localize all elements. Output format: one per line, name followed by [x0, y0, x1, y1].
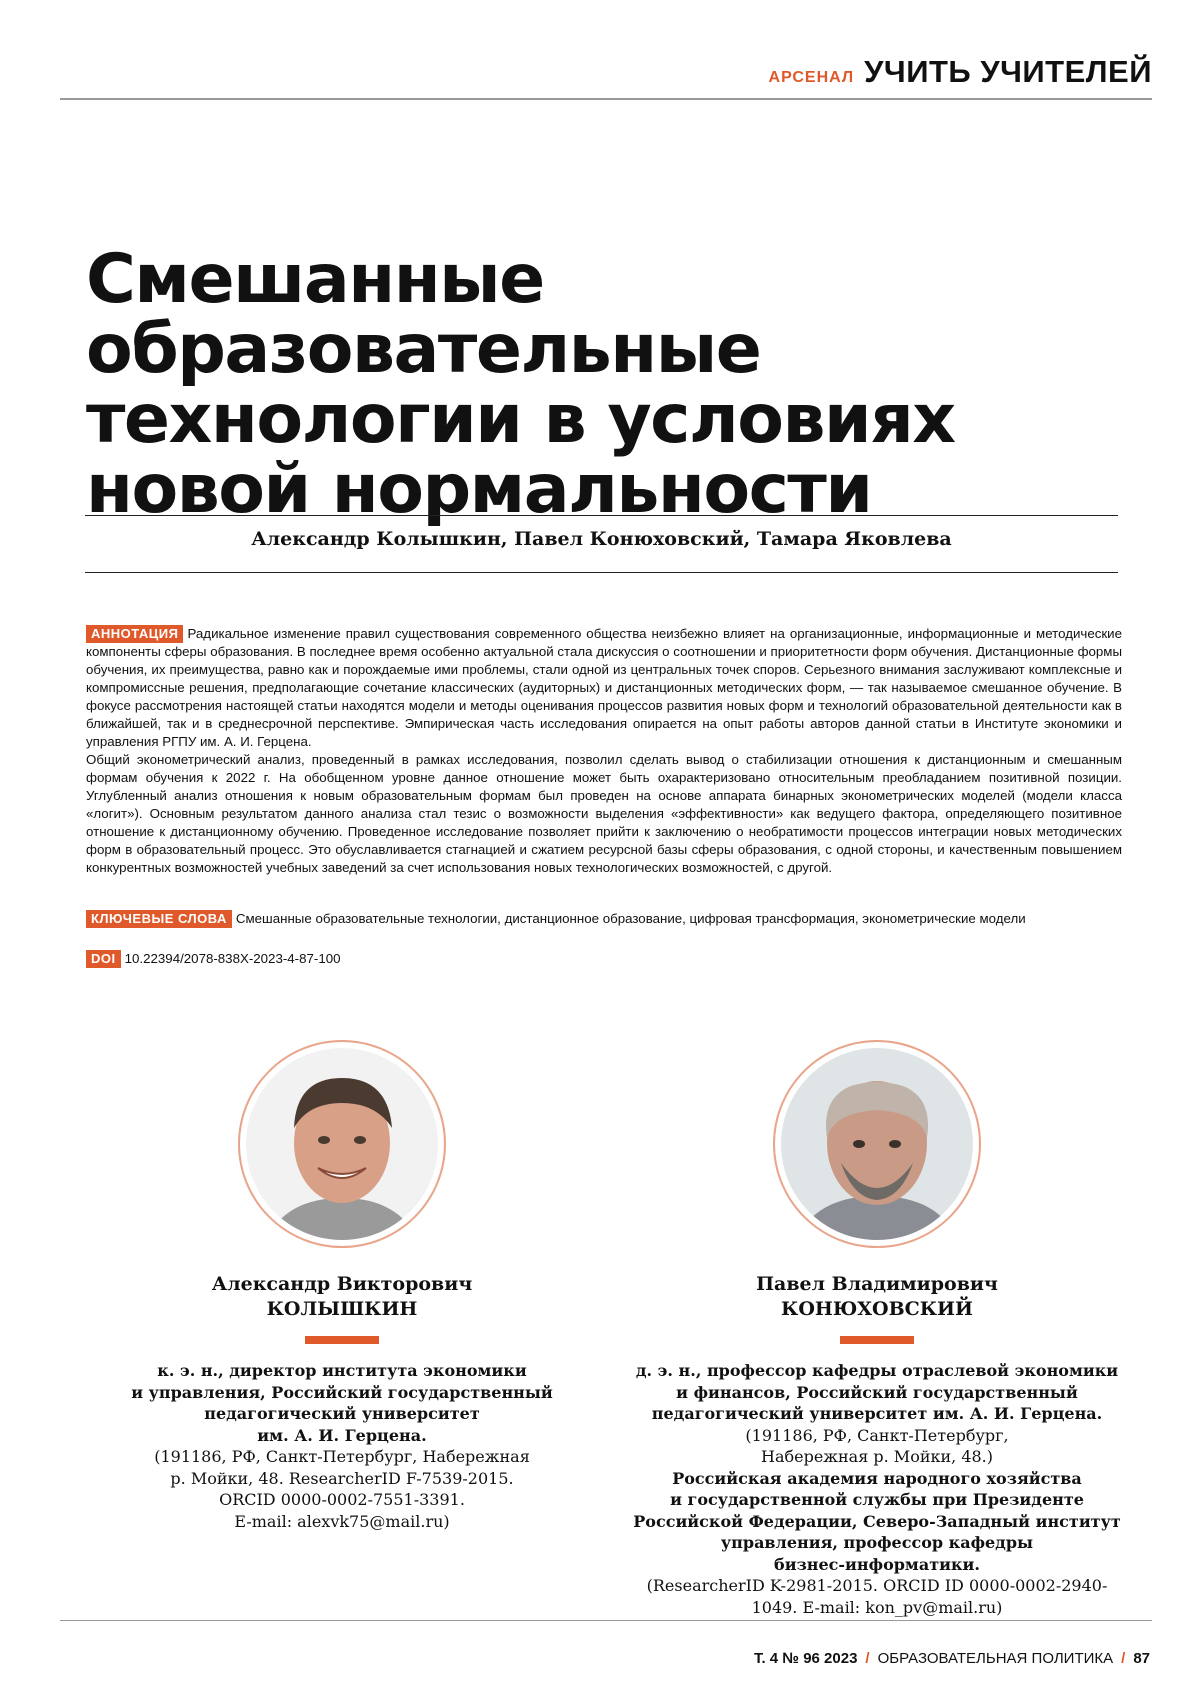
keywords-text: Смешанные образовательные технологии, дистанционное образование, цифровая трансформация, эконометрические модели: [235, 911, 1026, 926]
divider-top: [85, 515, 1118, 516]
running-header: [60, 50, 1152, 100]
portrait-image-icon: [781, 1048, 973, 1240]
author-email-2[interactable]: 1049. E-mail: kon_pv@mail.ru): [751, 1597, 1003, 1617]
footer-divider: [60, 1620, 1152, 1621]
rubric-title: УЧИТЬ УЧИТЕЛЕЙ: [864, 54, 1152, 89]
issue-info: Т. 4 № 96 2023: [753, 1650, 858, 1667]
slash-icon: /: [1121, 1650, 1126, 1667]
author-photo-frame: [773, 1040, 981, 1248]
abstract-paragraph-2: Общий эконометрический анализ, проведенный в рамках исследования, позволил сделать вывод о стабилизации отношения к дистанционным и смешанным формам обучения к 2022 г. На обобщенном уровне данное отношение может быть охарактеризовано относительным преобладанием позитивной позиции. Углубленный анализ отношения к новым образовательным формам был проведен на основе аппарата бинарных эконометрических моделей (модели класса «логит»). Основным результатом данного анализа стал тезис о возможности выделения «эффективности» как ведущего фактора, определяющего позитивное отношение к дистанционному обучению. Проведенное исследование позволяет прийти к заключению о необратимости процессов интеграции новых методических форм в образовательный процесс. Это обуславливается стагнацией и сжатием ресурсной базы сферы образования, с одной стороны, и качественным повышением конкурентных возможностей учебных заведений за счет использования новых технологических возможностей, с другой.: [86, 752, 1122, 875]
doi-label: DOI: [86, 950, 121, 968]
author-name-2: Павел Владимирович КОНЮХОВСКИЙ: [756, 1273, 998, 1320]
accent-bar: [305, 1336, 379, 1344]
author-name-1: Александр Викторович КОЛЫШКИН: [211, 1273, 473, 1320]
portrait-image-icon: [246, 1048, 438, 1240]
page-footer: [754, 1650, 1150, 1667]
author-info-1: к. э. н., директор института экономики и управления, Российский государственный педагогический университет им. А. И. Герцена. (191186, РФ, Санкт-Петербург, Набережная р. Мойки, 48. ResearcherID F-7539-2015. ORCID 0000-0002-7551-3391. E-mail: alexvk75@mail.ru): [112, 1360, 572, 1532]
section-tag: АРСЕНАЛ: [768, 69, 855, 86]
divider-bottom: [85, 572, 1118, 573]
abstract-label: АННОТАЦИЯ: [86, 625, 183, 643]
authors-line: Александр Колышкин, Павел Конюховский, Тамара Яковлева: [251, 528, 952, 550]
page-number: 87: [1133, 1650, 1150, 1667]
author-photo-frame: [238, 1040, 446, 1248]
slash-icon: /: [865, 1650, 870, 1667]
abstract: [86, 625, 1122, 877]
author-card-2: [632, 1040, 1122, 1618]
doi-value[interactable]: 10.22394/2078-838X-2023-4-87-100: [124, 951, 341, 966]
keywords-label: КЛЮЧЕВЫЕ СЛОВА: [86, 910, 232, 928]
abstract-paragraph-1: Радикальное изменение правил существования современного общества неизбежно влияет на организационные, информационные и методические компоненты сферы образования. В последнее время особенно актуальной стала дискуссия о соотношении и приоритетности форм обучения. Дистанционные формы обучения, их преимущества, равно как и порождаемые ими проблемы, стали одной из центральных точек споров. Серьезного внимания заслуживают комплексные и компромиссные решения, предполагающие сочетание классических (аудиторных) и дистанционных методических форм, — так называемое смешанное обучение. В фокусе рассмотрения настоящей статьи находятся модели и методы оценивания процессов развития новых форм и технологий образовательной деятельности как в ближайшей, так и в среднесрочной перспективе. Эмпирическая часть исследования опирается на опыт работы авторов данной статьи в Институте экономики и управления РГПУ им. А. И. Герцена.: [86, 626, 1122, 749]
journal-name: ОБРАЗОВАТЕЛЬНАЯ ПОЛИТИКА: [877, 1650, 1114, 1667]
doi: [86, 950, 341, 968]
author-photo: [246, 1048, 438, 1240]
author-card-1: [112, 1040, 572, 1532]
author-photo: [781, 1048, 973, 1240]
author-info-2: д. э. н., профессор кафедры отраслевой экономики и финансов, Российский государственный педагогический университет им. А. И. Герцена. (191186, РФ, Санкт-Петербург, Набережная р. Мойки, 48.) Российская академия народного хозяйства и государственной службы при Президенте Российской Федерации, Северо-Западный институт управления, профессор кафедры бизнес-информатики. (ResearcherID K-2981-2015. ORCID ID 0000-0002-2940- 1049. E-mail: kon_pv@mail.ru): [633, 1361, 1121, 1617]
accent-bar: [840, 1336, 914, 1344]
article-title: Смешанные образовательные технологии в условиях новой нормальности: [86, 240, 955, 529]
keywords: [86, 910, 1136, 928]
author-email-1[interactable]: E-mail: alexvk75@mail.ru): [234, 1511, 450, 1531]
